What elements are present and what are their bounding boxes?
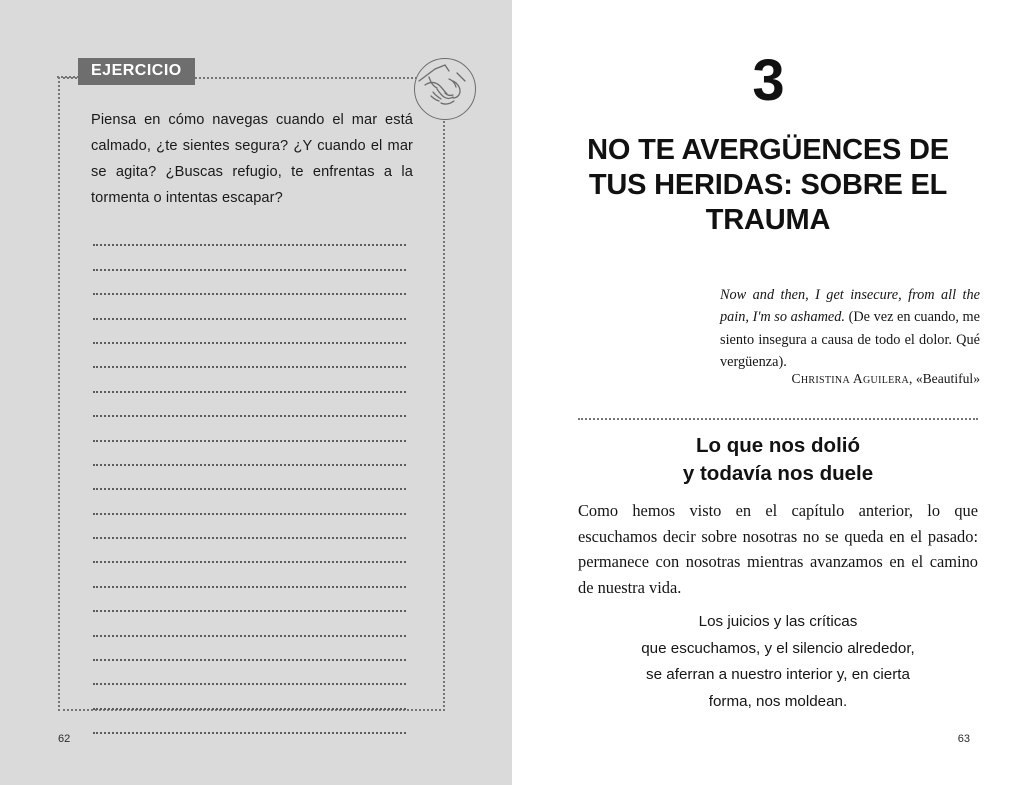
writing-line[interactable] [93, 246, 406, 270]
writing-line[interactable] [93, 344, 406, 368]
writing-line[interactable] [93, 442, 406, 466]
badge-left-dotted-connector [57, 76, 79, 78]
writing-line[interactable] [93, 563, 406, 587]
epigraph-attribution-work: , «Beautiful» [909, 371, 980, 386]
writing-line[interactable] [93, 271, 406, 295]
page-number-left: 62 [58, 733, 71, 745]
section-divider-rule [578, 418, 978, 420]
writing-line[interactable] [93, 539, 406, 563]
writing-line[interactable] [93, 515, 406, 539]
chapter-number: 3 [752, 48, 784, 113]
writing-line[interactable] [93, 490, 406, 514]
exercise-badge: EJERCICIO [78, 58, 195, 85]
chapter-title: NO TE AVERGÜENCES DE TUS HERIDAS: SOBRE EL TRAUMA [587, 134, 949, 236]
writing-line[interactable] [93, 661, 406, 685]
writing-line[interactable] [93, 417, 406, 441]
writing-line[interactable] [93, 685, 406, 709]
pull-quote-line-1: Los juicios y las críticas [698, 613, 858, 630]
epigraph-spanish: (De vez en cuando, me siento insegura a causa de todo el dolor. Qué vergüenza). [720, 309, 980, 370]
writing-line[interactable] [93, 368, 406, 392]
epigraph-quote [720, 284, 980, 373]
pull-quote-line-3: se aferran a nuestro interior y, en cierta [646, 666, 910, 684]
epigraph-attribution-author: Christina Aguilera [791, 371, 910, 386]
writing-line[interactable] [93, 637, 406, 661]
writing-line[interactable] [93, 295, 406, 319]
writing-line[interactable] [93, 612, 406, 636]
writing-line[interactable] [93, 222, 406, 246]
epigraph-attribution [720, 371, 980, 387]
section-heading-line-2: y todavía nos duele [682, 461, 874, 485]
epigraph-english: Now and then, I get insecure, from all the pain, I'm so ashamed. [720, 287, 980, 326]
page-number-right: 63 [957, 733, 970, 745]
section-heading-line-1: Lo que nos dolió [696, 434, 860, 457]
section-heading [578, 432, 978, 487]
pull-quote [578, 609, 978, 715]
holding-hands-icon [414, 58, 476, 120]
writing-line[interactable] [93, 320, 406, 344]
writing-line[interactable] [93, 710, 406, 734]
writing-line[interactable] [93, 393, 406, 417]
writing-lines [93, 222, 406, 734]
body-paragraph: Como hemos visto en el capítulo anterior, lo que escuchamos decir sobre nosotras no se queda en el pasado: permanece con nosotras mientras avanzamos en el camino de nuestra vida. [578, 501, 978, 597]
writing-line[interactable] [93, 466, 406, 490]
writing-line[interactable] [93, 588, 406, 612]
right-page [512, 0, 1024, 785]
pull-quote-line-4: forma, nos moldean. [708, 692, 848, 710]
pull-quote-line-2: que escuchamos, y el silencio alrededor, [641, 639, 915, 657]
exercise-prompt-text: Piensa en cómo navegas cuando el mar está calmado, ¿te sientes segura? ¿Y cuando el mar se agita? ¿Buscas refugio, te enfrentas a la tormenta o intentas escapar? [91, 112, 413, 206]
